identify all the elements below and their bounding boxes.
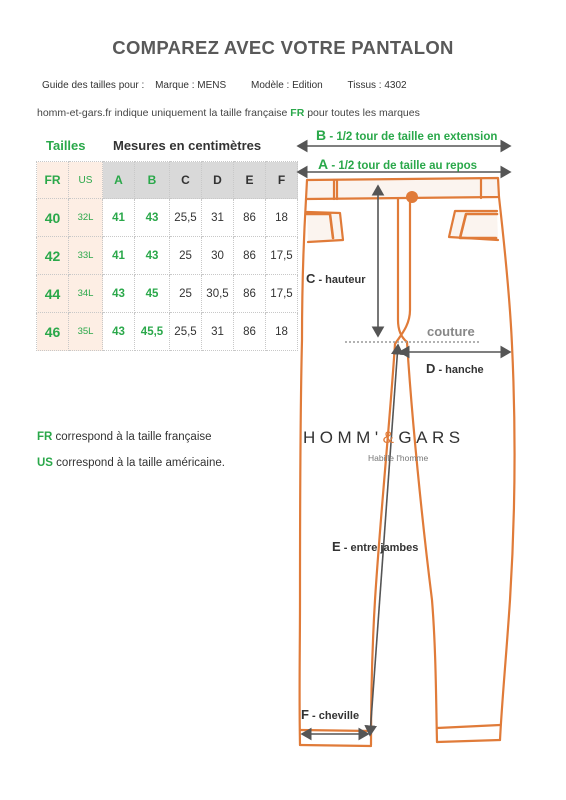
tailles-heading: Tailles [46,138,86,153]
cell-fr: 40 [37,199,69,237]
header-us: US [69,162,103,199]
cell-b: 45 [135,275,170,313]
cell-e: 86 [234,275,266,313]
measures-heading: Mesures en centimètres [113,138,262,153]
cell-us: 35L [69,313,103,351]
model-label: Modèle : Edition [250,80,323,91]
cell-b: 45,5 [135,313,170,351]
cell-us: 34L [69,275,103,313]
cell-e: 86 [234,313,266,351]
cell-b: 43 [135,199,170,237]
label-b: B - 1/2 tour de taille en extension [316,127,498,143]
cell-b: 43 [135,237,170,275]
cell-a: 41 [103,237,135,275]
cell-us: 33L [69,237,103,275]
label-c: C - hauteur [306,271,366,286]
cell-f: 17,5 [266,237,298,275]
header-b: B [135,162,170,199]
button-icon [406,191,418,203]
cell-d: 31 [202,199,234,237]
brand-tagline: Habille l'homme [368,453,429,463]
cell-a: 43 [103,313,135,351]
note-fr-code: FR [290,107,305,119]
cell-us: 32L [69,199,103,237]
legend-fr-code: FR [37,431,53,443]
label-a: A - 1/2 tour de taille au repos [318,156,478,172]
cell-fr: 42 [37,237,69,275]
cell-c: 25,5 [170,199,202,237]
guide-label: Guide des tailles pour : [42,80,145,91]
cell-f: 17,5 [266,275,298,313]
cell-f: 18 [266,313,298,351]
fabric-label: Tissus : 4302 [347,80,407,91]
legend-us-code: US [37,457,53,469]
cell-d: 30,5 [202,275,234,313]
label-d: D - hanche [426,361,484,376]
brand-label: Marque : MENS [155,80,227,91]
legend-fr-text: correspond à la taille française [52,431,212,443]
cell-c: 25,5 [170,313,202,351]
cell-c: 25 [170,237,202,275]
brand-logo: HOMM'&GARS [303,428,465,447]
header-d: D [202,162,234,199]
cell-e: 86 [234,237,266,275]
cell-c: 25 [170,275,202,313]
label-e: E - entre jambes [332,539,419,554]
cell-a: 41 [103,199,135,237]
header-c: C [170,162,202,199]
cell-f: 18 [266,199,298,237]
cell-d: 30 [202,237,234,275]
note-text-before: homm-et-gars.fr indique uniquement la taille française [37,107,291,119]
label-couture: couture [427,324,475,339]
page-title: COMPAREZ AVEC VOTRE PANTALON [112,37,454,58]
header-e: E [234,162,266,199]
header-a: A [103,162,135,199]
legend-us-text: correspond à la taille américaine. [52,457,225,469]
cell-a: 43 [103,275,135,313]
cell-fr: 44 [37,275,69,313]
cell-e: 86 [234,199,266,237]
header-fr: FR [37,162,69,199]
cell-d: 31 [202,313,234,351]
cell-fr: 46 [37,313,69,351]
note-text-after: pour toutes les marques [304,107,420,119]
header-f: F [266,162,298,199]
label-f: F - cheville [301,707,360,722]
